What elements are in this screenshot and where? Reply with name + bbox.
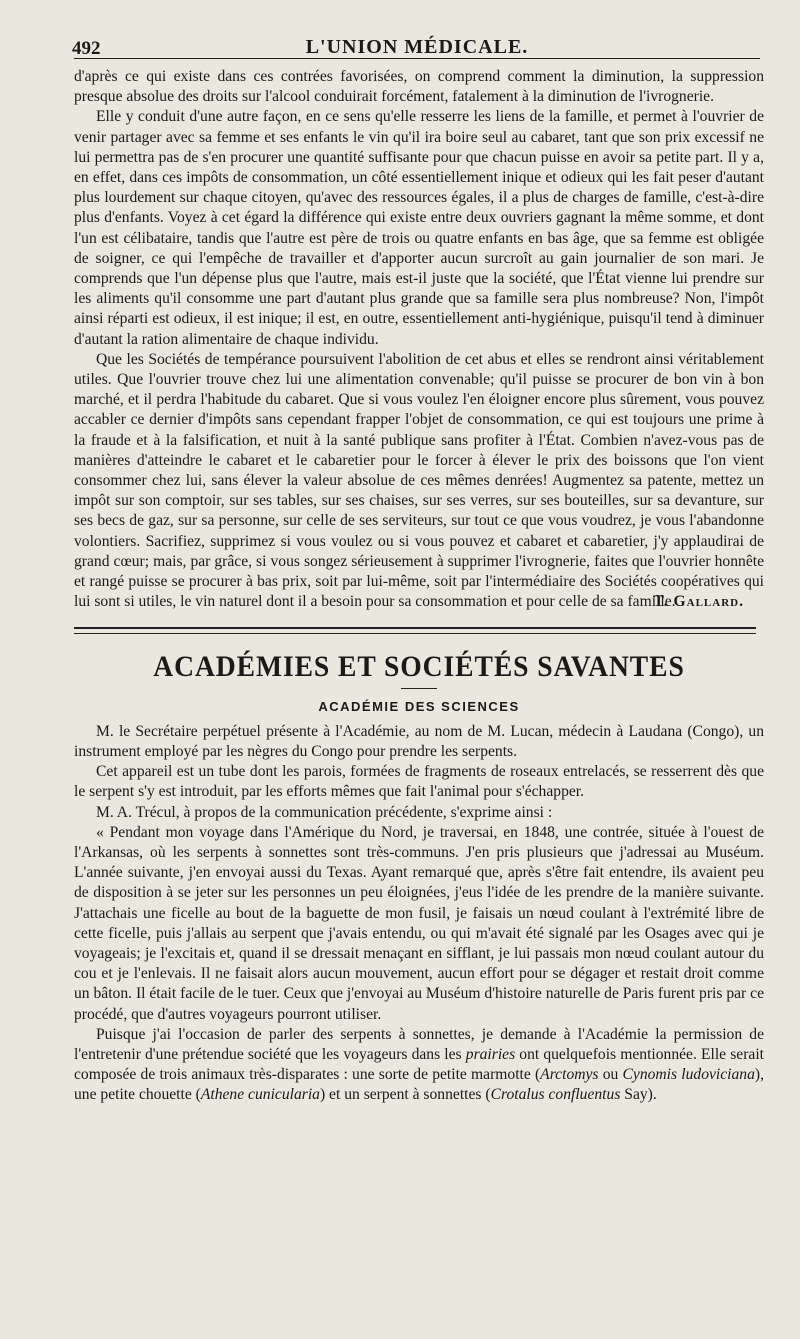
section-paragraph-last: [74, 1025, 764, 1106]
section-divider: [74, 627, 756, 634]
text-run: ), une petite chouette (: [74, 1066, 764, 1104]
article-body: [74, 67, 764, 613]
italic-term: prairies: [465, 1045, 516, 1063]
text-run: ou: [598, 1066, 623, 1084]
article-paragraph: d'après ce qui existe dans ces contrées favorisées, on comprend comment la diminution, la suppression presque absolue des droits sur l'alcool conduirait forcément, fatalement à la diminution de l'ivrognerie.: [74, 68, 764, 106]
section-paragraph: « Pendant mon voyage dans l'Amérique du Nord, je traversai, en 1848, une contrée, située à l'ouest de l'Arkansas, où les serpents à sonnettes sont très-communs. J'en pris plusieurs que j'adressai au Muséum. L'année suivante, j'en envoyai aussi du Texas. Ayant remarqué que, après s'être fait entendre, ils avaient peu de disposition à se jeter sur les personnes un peu éloignées, j'eus l'idée de les prendre de la manière suivante. J'attachais une ficelle au bout de la baguette de mon fusil, je faisais un nœud coulant à l'extrémité libre de cette ficelle, puis j'allais au serpent que j'avais entendu, ou qui m'avait été signalé par les Osages avec qui je voyageais; je l'excitais et, quand il se dressait menaçant en sifflant, je lui passais mon nœud coulant autour du cou et je l'enlevais. Il ne faisait alors aucun mouvement, aucun effort pour se dégager et restait droit comme un bâton. Il était facile de le tuer. Ceux que j'envoyai au Muséum d'histoire naturelle de Paris furent pris par ce procédé, que d'autres voyageurs pourront utiliser.: [74, 823, 764, 1023]
text-run: Say).: [620, 1086, 657, 1104]
section-paragraph: M. le Secrétaire perpétuel présente à l'Académie, au nom de M. Lucan, médecin à Laudana (Congo), un instrument employé par les nègres du Congo pour prendre les serpents.: [74, 722, 764, 760]
text-run: ) et un serpent à sonnettes (: [319, 1086, 491, 1104]
article-paragraph: Que les Sociétés de tempérance poursuivent l'abolition de cet abus et elles se rendront ainsi véritablement utiles. Que l'ouvrier trouve chez lui une alimentation convenable; qu'il puisse se procurer de bon vin à bon marché, et il perdra l'habitude du cabaret. Que si vous voulez l'en éloigner encore plus sûrement, vous pouvez accabler ce dernier d'impôts sans cependant frapper l'objet de consommation, ce qui est toujours une prime à la fraude et à la falsification, et nuit à la santé publique sans profiter à l'État. Combien n'avez-vous pas de manières d'atteindre le cabaret et le cabaretier pour le forcer à élever le prix des boissons que l'on vient consommer chez lui, sans élever la valeur absolue de ces mêmes denrées! Augmentez sa patente, mettez un impôt sur son comptoir, sur ses tables, sur ses chaises, sur ses verres, sur ses bouteilles, sur sa devanture, sur ses becs de gaz, sur sa personne, sur celle de ses serviteurs, sur tout ce que vous voudrez, je vous l'abandonne volontiers. Sacrifiez, supprimez si vous voulez ou si vous pouvez et cabaret et cabaretier, j'y applaudirai de grand cœur; mais, par grâce, si vous songez sérieusement à supprimer l'ivrognerie, faites que l'ouvrier honnête et rangé puisse se procurer à bas prix, soit par lui-même, soit par l'intermédiaire des Sociétés coopératives qui lui sont si utiles, le vin naturel dont il a besoin pour sa consommation et pour celle de sa famille.: [74, 350, 764, 611]
article-signature: T. Gallard.: [653, 593, 744, 611]
section-title: ACADÉMIES ET SOCIÉTÉS SAVANTES: [153, 649, 685, 683]
text-run: ont quelquefois mentionnée. Elle serait composée de trois animaux très-disparates : une sorte de petite marmotte (: [74, 1045, 764, 1084]
italic-term: Athene cunicularia: [200, 1086, 320, 1104]
title-rule: [401, 688, 437, 689]
italic-term: Cynomis ludoviciana: [622, 1066, 755, 1084]
section-paragraph: M. A. Trécul, à propos de la communication précédente, s'exprime ainsi :: [96, 803, 553, 821]
text-run: Puisque j'ai l'occasion de parler des serpents à sonnettes, je demande à l'Académie la permission de l'entretenir d'une prétendue société que les voyageurs dans les: [74, 1025, 764, 1063]
running-head: [74, 28, 760, 59]
subsection-title: ACADÉMIE DES SCIENCES: [318, 698, 520, 714]
section-body: [74, 722, 764, 1106]
journal-title: L'UNION MÉDICALE.: [305, 36, 529, 58]
italic-term: Arctomys: [540, 1066, 599, 1084]
article-paragraph: Elle y conduit d'une autre façon, en ce sens qu'elle resserre les liens de la famille, et permet à l'ouvrier de venir partager avec sa femme et ses enfants le vin qu'il ira boire seul au cabaret, tant que son prix excessif ne lui permettra pas de s'en procurer une quantité suffisante pour que chacun puisse en avoir sa petite part. Il y a, en effet, dans ces impôts de consommation, un côté essentiellement inique et odieux qui les fait peser d'autant plus lourdement sur chaque citoyen, qu'avec des ressources égales, il a plus de charges de famille, c'est-à-dire plus d'enfants. Voyez à cet égard la différence qui existe entre deux ouvriers gagnant la même somme, et dont l'un est célibataire, tandis que l'autre est père de trois ou quatre enfants en bas âge, que sa femme est obligée de soigner, ce qui l'empêche de travailler et d'apporter aucun surcroît au gain journalier de son mari. Je comprends que l'un dépense plus que l'autre, mais est-il juste que la société, que l'État vienne lui prendre sur les aliments qu'il consomme une part d'autant plus grande que sa famille sera plus nombreuse? Non, l'impôt ainsi réparti est odieux, il est inique; il est, en outre, essentiellement anti-hygiénique, puisqu'il tend à diminuer d'autant la ration alimentaire de chaque individu.: [74, 108, 764, 348]
italic-term: Crotalus confluentus: [490, 1086, 621, 1104]
section-paragraph: Cet appareil est un tube dont les parois, formées de fragments de roseaux entrelacés, se resserrent dès que le serpent s'y est introduit, par les efforts mêmes que fait l'animal pour s'échapper.: [74, 763, 764, 801]
page-number: 492: [72, 38, 101, 59]
